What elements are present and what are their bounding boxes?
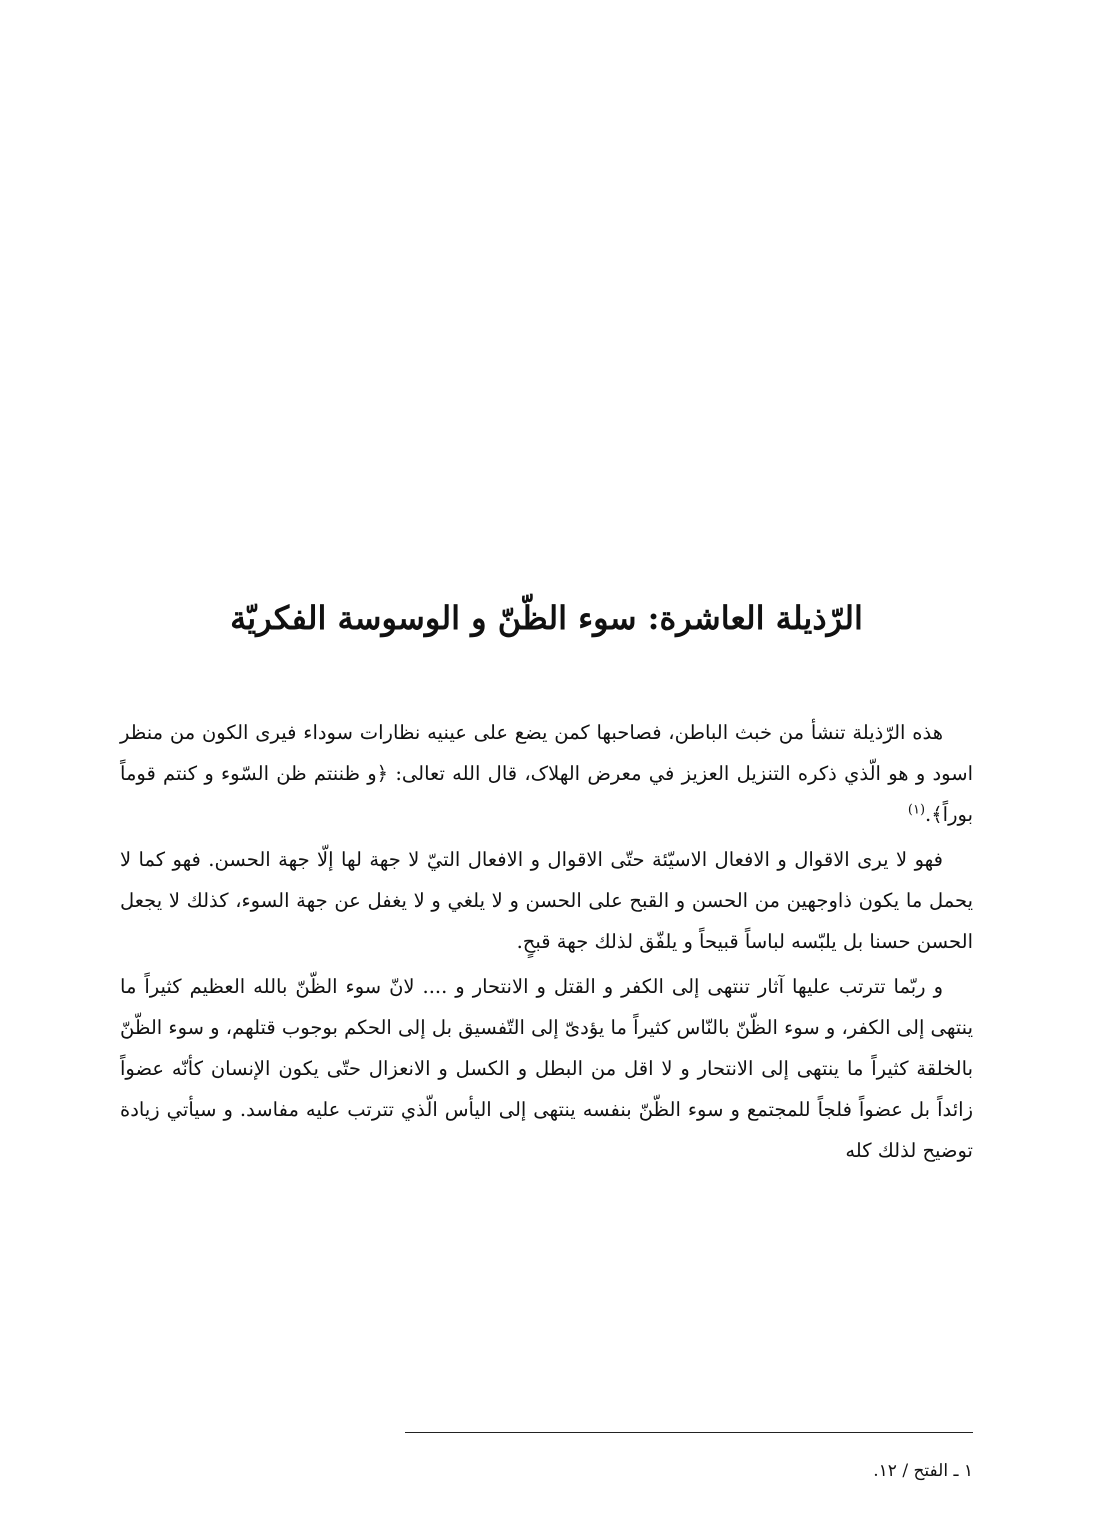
body-text bbox=[120, 712, 973, 1175]
footnote-divider bbox=[405, 1432, 973, 1433]
paragraph-2 bbox=[120, 839, 973, 962]
footnote-reference: (١) bbox=[907, 802, 926, 818]
paragraph-1 bbox=[120, 712, 973, 835]
paragraph-3 bbox=[120, 966, 973, 1171]
paragraph-2-text: فهو لا يرى الاقوال و الافعال الاسيّئة حتّى الاقوال و الافعال التيّ لا جهة لها إلّا جهة الحسن. فهو كما لا يحمل ما يكون ذاوجهين من الحسن و القبح على الحسن و لا يلغي و لا يغفل عن جهة السوء، كذلك لا يجعل الحسن حسنا بل يلبّسه لباساً قبيحاً و يلفّق لذلك جهة قبحٍ. bbox=[120, 848, 973, 953]
chapter-title: الرّذيلة العاشرة: سوء الظّنّ و الوسوسة الفكريّة bbox=[230, 599, 863, 637]
paragraph-1-text: هذه الرّذيلة تنشأ من خبث الباطن، فصاحبها كمن يضع على عينيه نظارات سوداء فيرى الكون من منظر اسود و هو الّذي ذكره التنزيل العزيز في معرض الهلاک، قال الله تعالى: ﴿و ظننتم ظن السّوء و كنتم قوماً بوراً﴾. bbox=[120, 721, 973, 826]
paragraph-3-text: و ربّما تترتب عليها آثار تنتهى إلى الكفر و القتل و الانتحار و .... لانّ سوء الظّنّ بالله العظيم كثيراً ما ينتهى إلى الكفر، و سوء الظّنّ بالنّاس كثيراً ما يؤدىّ إلى التّفسيق بل إلى الحكم بوجوب قتلهم، و سوء الظّنّ بالخلقة كثيراً ما ينتهى إلى الانتحار و لا اقل من البطل و الكسل و الانعزال حتّى يكون الإنسان كأنّه عضواً زائداً بل عضواً فلجاً للمجتمع و سوء الظّنّ بنفسه ينتهى إلى اليأس الّذي تترتب عليه مفاسد. و سيأتي زيادة توضيح لذلك كله bbox=[120, 975, 973, 1162]
footnote: ١ ـ الفتح / ١٢. bbox=[873, 1461, 973, 1481]
